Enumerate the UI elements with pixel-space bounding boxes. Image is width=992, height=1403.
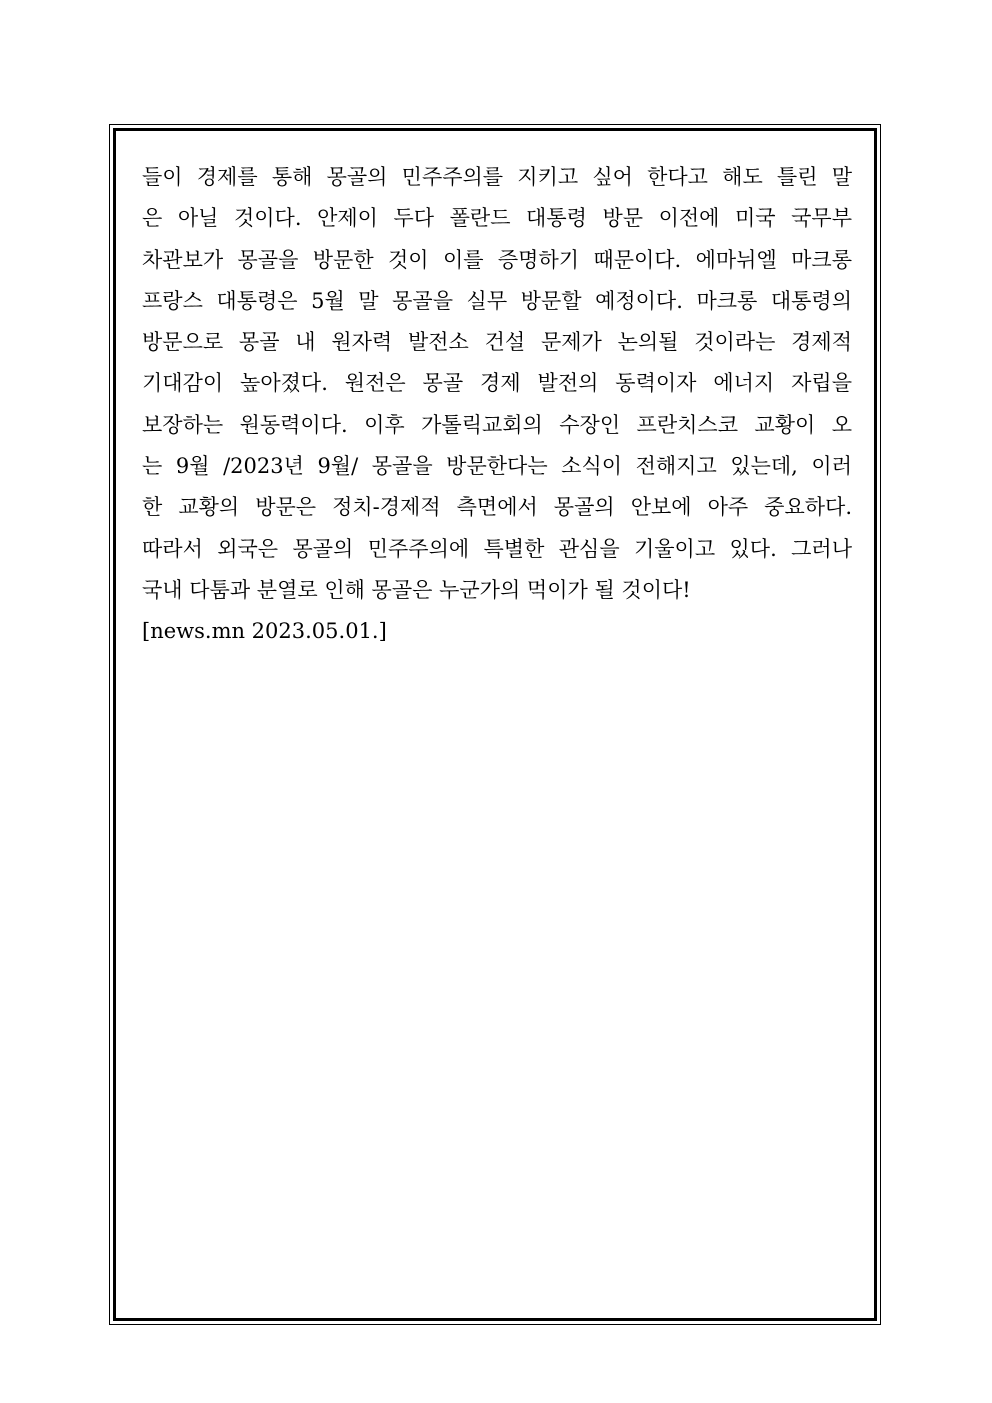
- article-line: 은 아닐 것이다. 안제이 두다 폴란드 대통령 방문 이전에 미국 국무부: [142, 206, 852, 231]
- article-line: 한 교황의 방문은 정치-경제적 측면에서 몽골의 안보에 아주 중요하다.: [142, 495, 852, 520]
- article-body: [142, 157, 852, 653]
- article-line: 따라서 외국은 몽골의 민주주의에 특별한 관심을 기울이고 있다. 그러나: [142, 536, 852, 561]
- article-line: 들이 경제를 통해 몽골의 민주주의를 지키고 싶어 한다고 해도 틀린 말: [142, 165, 852, 189]
- source-citation: [news.mn 2023.05.01.]: [142, 619, 387, 644]
- article-line: 는 9월 /2023년 9월/ 몽골을 방문한다는 소식이 전해지고 있는데, 이러: [142, 454, 852, 479]
- article-line: 기대감이 높아졌다. 원전은 몽골 경제 발전의 동력이자 에너지 자립을: [142, 371, 852, 396]
- article-line: 차관보가 몽골을 방문한 것이 이를 증명하기 때문이다. 에마뉘엘 마크롱: [142, 247, 852, 272]
- article-line: 프랑스 대통령은 5월 말 몽골을 실무 방문할 예정이다. 마크롱 대통령의: [142, 288, 852, 313]
- article-line: 보장하는 원동력이다. 이후 가톨릭교회의 수장인 프란치스코 교황이 오: [142, 412, 852, 437]
- article-line: 국내 다툼과 분열로 인해 몽골은 누군가의 먹이가 될 것이다!: [142, 577, 691, 602]
- article-line: 방문으로 몽골 내 원자력 발전소 건설 문제가 논의될 것이라는 경제적: [142, 330, 852, 355]
